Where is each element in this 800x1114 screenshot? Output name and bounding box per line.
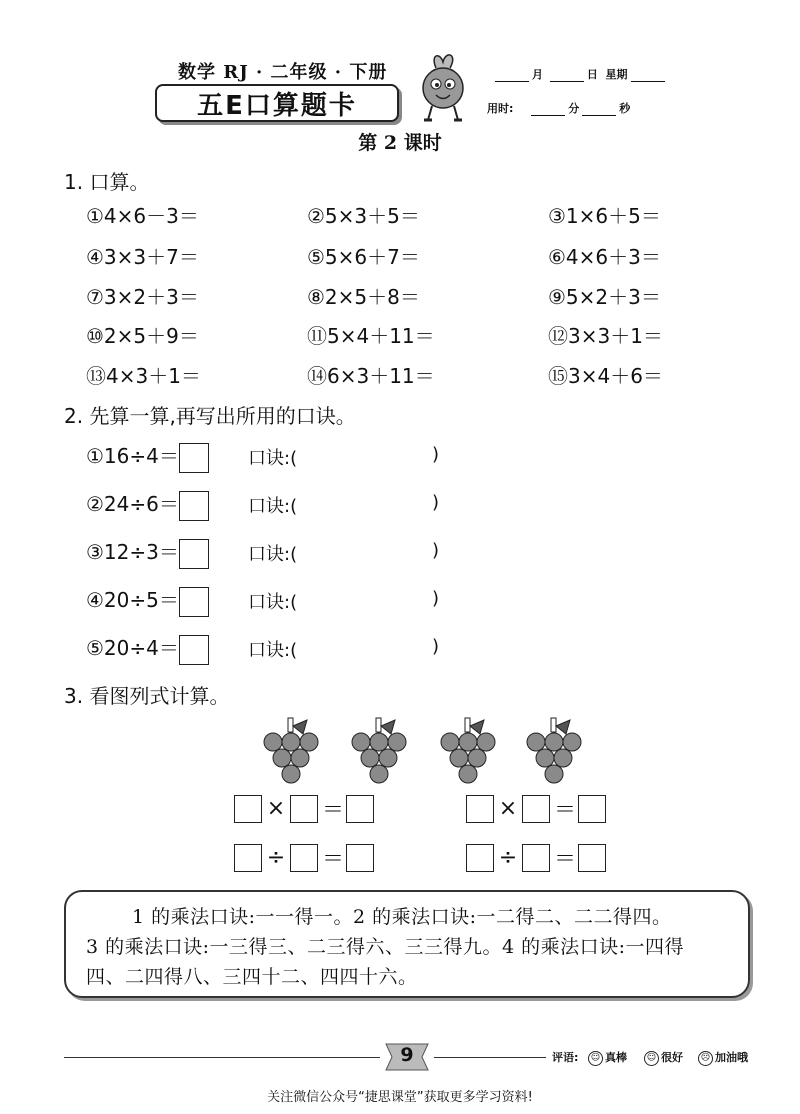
answer-box[interactable]	[346, 844, 374, 872]
q2-expression: ①16÷4＝	[86, 444, 179, 468]
rating-label: 加油哦	[715, 1051, 748, 1064]
divide-equation	[466, 842, 606, 873]
q2-item	[86, 632, 209, 665]
q1-item: ⑦3×2＋3＝	[86, 285, 199, 309]
grape-icon	[438, 716, 498, 788]
page-number: 9	[400, 1044, 414, 1066]
q1-item: ①4×6－3＝	[86, 204, 199, 228]
times-sign: ×	[498, 796, 518, 821]
date-fields	[492, 66, 668, 82]
month-blank[interactable]	[495, 69, 529, 82]
grape-icon	[349, 716, 409, 788]
time-label: 用时:	[487, 102, 514, 115]
book-title-text: 五E口算题卡	[197, 90, 357, 121]
q1-item: ⑨5×2＋3＝	[548, 285, 661, 309]
q1-item: ②5×3＋5＝	[307, 204, 420, 228]
answer-box[interactable]	[290, 844, 318, 872]
times-sign: ×	[266, 796, 286, 821]
answer-box[interactable]	[578, 795, 606, 823]
answer-box[interactable]	[522, 844, 550, 872]
q2-expression: ②24÷6＝	[86, 492, 179, 516]
q1-item: ⑭6×3＋11＝	[307, 364, 435, 388]
time-fields	[487, 100, 630, 116]
answer-box[interactable]	[179, 587, 209, 617]
second-label: 秒	[619, 102, 631, 115]
equals-sign: ＝	[554, 798, 577, 823]
rating-label: 很好	[661, 1051, 683, 1064]
radish-mascot-icon	[410, 50, 476, 126]
answer-box[interactable]	[466, 844, 494, 872]
tip-line: 3 的乘法口诀:一三得三、二三得六、三三得九。4 的乘法口诀:一四得	[86, 936, 685, 958]
koujue-label: 口诀:(	[248, 640, 298, 661]
equals-sign: ＝	[554, 847, 577, 872]
koujue-rparen: )	[432, 492, 440, 513]
divide-sign: ÷	[498, 845, 518, 870]
answer-box[interactable]	[179, 539, 209, 569]
footer-divider	[64, 1057, 380, 1058]
rating-label: 真棒	[605, 1051, 627, 1064]
second-blank[interactable]	[582, 103, 616, 116]
q1-item: ⑫3×3＋1＝	[548, 324, 663, 348]
q1-item: ⑧2×5＋8＝	[307, 285, 420, 309]
book-series: 数学 RJ · 二年级 · 下册	[178, 62, 388, 83]
q2-title: 2. 先算一算,再写出所用的口诀。	[64, 404, 356, 428]
q2-expression: ⑤20÷4＝	[86, 636, 179, 660]
q2-expression: ③12÷3＝	[86, 540, 179, 564]
koujue-label: 口诀:(	[248, 592, 298, 613]
q1-item: ③1×6＋5＝	[548, 204, 661, 228]
koujue-label: 口诀:(	[248, 496, 298, 517]
q2-item	[86, 536, 209, 569]
q2-item	[86, 488, 209, 521]
minute-label: 分	[568, 102, 580, 115]
answer-box[interactable]	[346, 795, 374, 823]
happy-face-icon: ☺	[644, 1051, 659, 1066]
rating-try-harder[interactable]	[698, 1049, 748, 1066]
koujue-label: 口诀:(	[248, 544, 298, 565]
grape-icon	[524, 716, 584, 788]
koujue-rparen: )	[432, 636, 440, 657]
koujue-rparen: )	[432, 444, 440, 465]
month-label: 月	[532, 68, 543, 81]
q1-item: ⑬4×3＋1＝	[86, 364, 201, 388]
promo-text: 关注微信公众号“捷思课堂”获取更多学习资料!	[267, 1090, 533, 1105]
q2-item	[86, 440, 209, 473]
answer-box[interactable]	[466, 795, 494, 823]
grape-icon	[261, 716, 321, 788]
day-blank[interactable]	[550, 69, 584, 82]
divide-equation	[234, 842, 374, 873]
answer-box[interactable]	[522, 795, 550, 823]
equals-sign: ＝	[322, 847, 345, 872]
q3-title: 3. 看图列式计算。	[64, 684, 230, 708]
week-blank[interactable]	[631, 69, 665, 82]
koujue-label: 口诀:(	[248, 448, 298, 469]
footer-divider	[434, 1057, 546, 1058]
answer-box[interactable]	[179, 443, 209, 473]
answer-box[interactable]	[179, 491, 209, 521]
koujue-rparen: )	[432, 540, 440, 561]
q2-item	[86, 584, 209, 617]
day-label: 日	[586, 68, 598, 81]
lesson-title: 第 2 课时	[358, 132, 442, 154]
book-title	[155, 84, 399, 122]
q1-item: ④3×3＋7＝	[86, 245, 199, 269]
koujue-rparen: )	[432, 588, 440, 609]
answer-box[interactable]	[290, 795, 318, 823]
multiply-equation	[466, 793, 606, 824]
q1-item: ⑥4×6＋3＝	[548, 245, 661, 269]
q1-title: 1. 口算。	[64, 170, 150, 194]
tip-line: 四、二四得八、三四十二、四四十六。	[86, 966, 418, 988]
multiplication-tip-box	[64, 890, 750, 998]
answer-box[interactable]	[578, 844, 606, 872]
q2-expression: ④20÷5＝	[86, 588, 179, 612]
answer-box[interactable]	[179, 635, 209, 665]
q1-item: ⑩2×5＋9＝	[86, 324, 199, 348]
encourage-face-icon: ☹	[698, 1051, 713, 1066]
week-label: 星期	[605, 68, 628, 81]
answer-box[interactable]	[234, 844, 262, 872]
comment-label: 评语:	[552, 1051, 579, 1064]
multiply-equation	[234, 793, 374, 824]
rating-great[interactable]	[588, 1049, 627, 1066]
rating-good[interactable]	[644, 1049, 683, 1066]
tip-line: 1 的乘法口诀:一一得一。2 的乘法口诀:一二得二、二二得四。	[132, 906, 672, 928]
q1-item: ⑮3×4＋6＝	[548, 364, 663, 388]
smile-face-icon: ☺	[588, 1051, 603, 1066]
minute-blank[interactable]	[531, 103, 565, 116]
q1-item: ⑤5×6＋7＝	[307, 245, 420, 269]
answer-box[interactable]	[234, 795, 262, 823]
equals-sign: ＝	[322, 798, 345, 823]
divide-sign: ÷	[266, 845, 286, 870]
q1-item: ⑪5×4＋11＝	[307, 324, 435, 348]
